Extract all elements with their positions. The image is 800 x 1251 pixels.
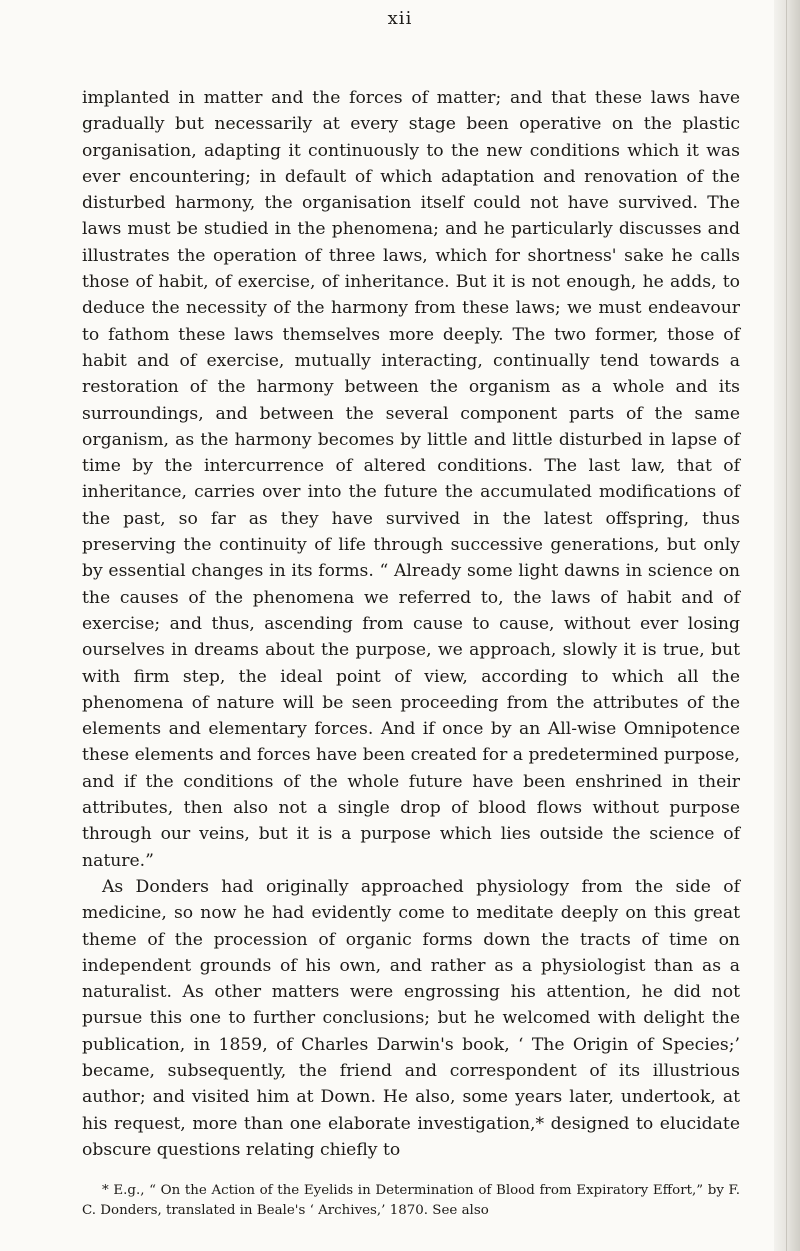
page-edge-line <box>786 0 787 1251</box>
body-text <box>82 85 740 1163</box>
page-edge-shadow <box>774 0 800 1251</box>
paragraph-donders: As Donders had originally approached physiology from the side of medicine, so now he had evidently come to meditate deeply on this great theme of the procession of organic forms down the tracts of time on independent grounds of his own, and rather as a physiologist than as a naturalist. As other matters were engrossing his attention, he did not pursue this one to further conclusions; but he welcomed with delight the publication, in 1859, of Charles Darwin's book, ‘ The Origin of Species;’ became, subsequently, the friend and correspondent of its illustrious author; and visited him at Down. He also, some years later, undertook, at his request, more than one elaborate investigation,* designed to elucidate obscure questions relating chiefly to <box>82 876 740 1160</box>
footnote-text: * E.g., “ On the Action of the Eyelids in Determination of Blood from Expiratory Effort,” by F. C. Donders, translated in Beale's ‘ Archives,’ 1870. See also <box>82 1183 740 1218</box>
footnote <box>82 1181 740 1221</box>
paragraph-continuation: implanted in matter and the forces of matter; and that these laws have gradually but necessarily at every stage been operative on the plastic organisation, adapting it continuously to the new conditions which it was ever encountering; in default of which adaptation and renovation of the disturbed harmony, the organisation itself could not have survived. The laws must be studied in the phenomena; and he particularly discusses and illustrates the operation of three laws, which for shortness' sake he calls those of habit, of exercise, of inheritance. But it is not enough, he adds, to deduce the necessity of the harmony from these laws; we must endeavour to fathom these laws themselves more deeply. The two former, those of habit and of exercise, mutually interacting, continually tend towards a restoration of the harmony between the organism as a whole and its surroundings, and between the several component parts of the same organism, as the harmony becomes by little and little disturbed in lapse of time by the intercurrence of altered conditions. The last law, that of inheritance, carries over into the future the accumulated modifications of the past, so far as they have survived in the latest offspring, thus preserving the continuity of life through successive generations, but only by essential changes in its forms. “ Already some light dawns in science on the causes of the phenomena we referred to, the laws of habit and of exercise; and thus, ascending from cause to cause, without ever losing ourselves in dreams about the purpose, we approach, slowly it is true, but with firm step, the ideal point of view, according to which all the phenomena of nature will be seen proceeding from the attributes of the elements and elementary forces. And if once by an All-wise Omnipotence these elements and forces have been created for a predetermined purpose, and if the conditions of the whole future have been enshrined in their attributes, then also not a single drop of blood flows without purpose through our veins, but it is a purpose which lies outside the science of nature.” <box>82 88 740 871</box>
page-number: xii <box>387 8 413 29</box>
